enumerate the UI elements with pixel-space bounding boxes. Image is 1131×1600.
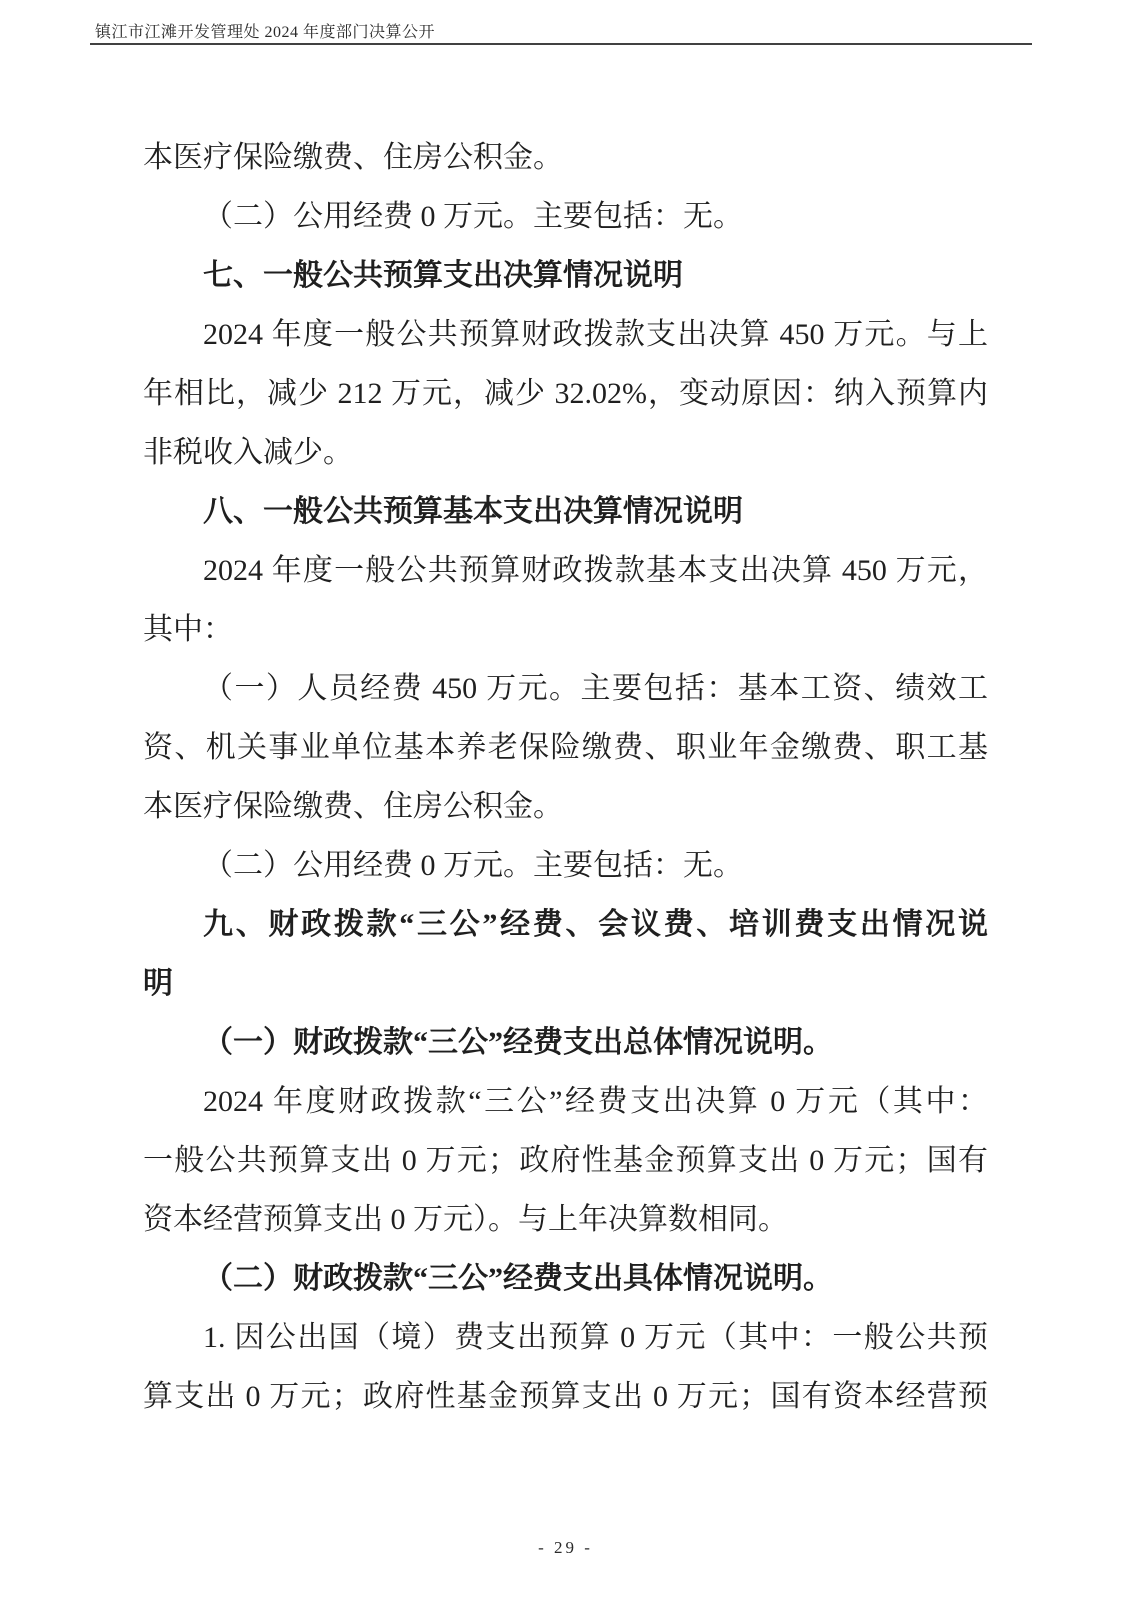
text-line: 非税收入减少。 — [143, 436, 353, 469]
text-line: 本医疗保险缴费、住房公积金。 — [143, 141, 563, 174]
text-line: 本医疗保险缴费、住房公积金。 — [143, 790, 563, 823]
text-line: （一）财政拨款“三公”经费支出总体情况说明。 — [203, 1026, 833, 1059]
text-line: 2024 年度一般公共预算财政拨款基本支出决算 450 万元， — [203, 554, 988, 587]
text-line: 其中： — [143, 613, 233, 646]
header-rule — [90, 43, 1032, 45]
page-footer-number: - 29 - — [538, 1538, 593, 1557]
text-line: 1. 因公出国（境）费支出预算 0 万元（其中：一般公共预 — [203, 1321, 988, 1354]
text-line: （二）公用经费 0 万元。主要包括：无。 — [203, 849, 743, 882]
page-header-title: 镇江市江滩开发管理处 2024 年度部门决算公开 — [95, 24, 436, 41]
text-line: （二）公用经费 0 万元。主要包括：无。 — [203, 200, 743, 233]
text-line: 2024 年度财政拨款“三公”经费支出决算 0 万元（其中： — [203, 1085, 988, 1118]
document-body — [143, 128, 988, 1426]
text-line: 资、机关事业单位基本养老保险缴费、职业年金缴费、职工基 — [143, 731, 988, 764]
text-line: （一）人员经费 450 万元。主要包括：基本工资、绩效工 — [203, 672, 988, 705]
text-line: 年相比，减少 212 万元，减少 32.02%，变动原因：纳入预算内 — [143, 377, 988, 410]
text-line: 2024 年度一般公共预算财政拨款支出决算 450 万元。与上 — [203, 318, 988, 351]
text-line: 八、一般公共预算基本支出决算情况说明 — [203, 495, 743, 528]
text-line: 七、一般公共预算支出决算情况说明 — [203, 259, 683, 292]
text-line: 九、财政拨款“三公”经费、会议费、培训费支出情况说 — [203, 908, 988, 941]
text-line: 一般公共预算支出 0 万元；政府性基金预算支出 0 万元；国有 — [143, 1144, 988, 1177]
text-line: （二）财政拨款“三公”经费支出具体情况说明。 — [203, 1262, 833, 1295]
text-line: 资本经营预算支出 0 万元）。与上年决算数相同。 — [143, 1203, 788, 1236]
text-line: 算支出 0 万元；政府性基金预算支出 0 万元；国有资本经营预 — [143, 1380, 988, 1413]
text-line: 明 — [143, 967, 173, 1000]
